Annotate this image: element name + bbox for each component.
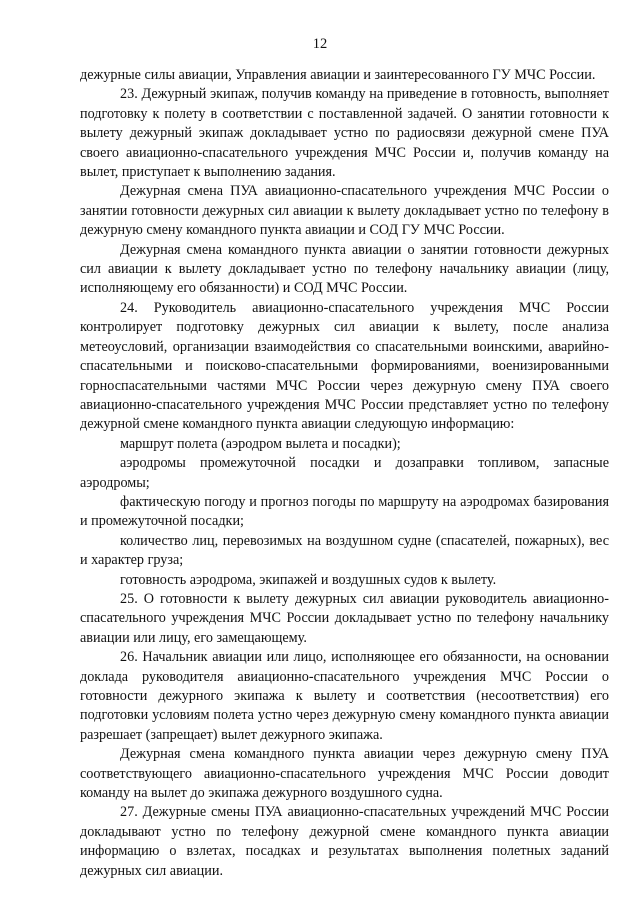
paragraph-23-command-post-report: Дежурная смена командного пункта авиации о занятии готовности дежурных сил авиации к вылету докладывает устно по телефону начальнику авиации (лицу, исполняющему его обязанности) и СОД МЧС России.: [80, 241, 609, 297]
paragraph-continuation: дежурные силы авиации, Управления авиации и заинтересованного ГУ МЧС России.: [80, 67, 596, 83]
list-item-passengers-cargo: количество лиц, перевозимых на воздушном судне (спасателей, пожарных), вес и характер груза;: [80, 532, 609, 569]
list-item-readiness: готовность аэродрома, экипажей и воздушных судов к вылету.: [120, 571, 497, 588]
paragraph-23: 23. Дежурный экипаж, получив команду на приведение в готовность, выполняет подготовку к полету в соответствии с поставленной задачей. О занятии готовности к вылету дежурный экипаж докладывает устно по радиосвязи дежурной смене ПУА своего авиационно-спасательного учреждения МЧС России и, получив команду на вылет, приступает к выполнению задания.: [80, 86, 609, 181]
paragraph-25: 25. О готовности к вылету дежурных сил авиации руководитель авиационно-спасательного учреждения МЧС России докладывает устно по телефону начальнику авиации или лицу, его замещающему.: [80, 590, 609, 646]
list-item-airfields: аэродромы промежуточной посадки и дозаправки топливом, запасные аэродромы;: [80, 455, 609, 491]
paragraph-27: 27. Дежурные смены ПУА авиационно-спасательных учреждений МЧС России докладывают устно по телефону дежурной смене командного пункта авиации информацию о взлетах, посадках и результатах выполнения полетных заданий дежурных сил авиации.: [80, 804, 609, 879]
paragraph-24: 24. Руководитель авиационно-спасательного учреждения МЧС России контролирует подготовку дежурных сил авиации к вылету, после анализа метеоусловий, организации взаимодействия со спасательными воинскими, аварийно-спасательными и поисково-спасательными формированиями, военизированными горноспасательными частями МЧС России через дежурную смену ПУА своего авиационно-спасательного учреждения МЧС России представляет устно по телефону дежурной смене командного пункта авиации следующую информацию:: [80, 299, 609, 433]
paragraph-26-command-relay: Дежурная смена командного пункта авиации через дежурную смену ПУА соответствующего авиационно-спасательного учреждения МЧС России доводит команду на вылет до экипажа дежурного воздушного судна.: [80, 746, 609, 802]
paragraph-26: 26. Начальник авиации или лицо, исполняющее его обязанности, на основании доклада руководителя авиационно-спасательного учреждения МЧС России о готовности дежурного экипажа к вылету и соответствия (несоответствия) его подготовки условиям полета устно через дежурную смену командного пункта авиации разрешает (запрещает) вылет дежурного экипажа.: [80, 649, 609, 743]
list-item-weather: фактическую погоду и прогноз погоды по маршруту на аэродромах базирования и промежуточной посадки;: [80, 493, 609, 530]
list-item-route: маршрут полета (аэродром вылета и посадки);: [120, 435, 401, 452]
page-number: 12: [312, 36, 328, 52]
paragraph-23-pua-report: Дежурная смена ПУА авиационно-спасательного учреждения МЧС России о занятии готовности дежурных сил авиации к вылету докладывает устно по телефону в дежурную смену командного пункта авиации и СОД ГУ МЧС России.: [80, 183, 609, 239]
document-body: [80, 66, 609, 881]
